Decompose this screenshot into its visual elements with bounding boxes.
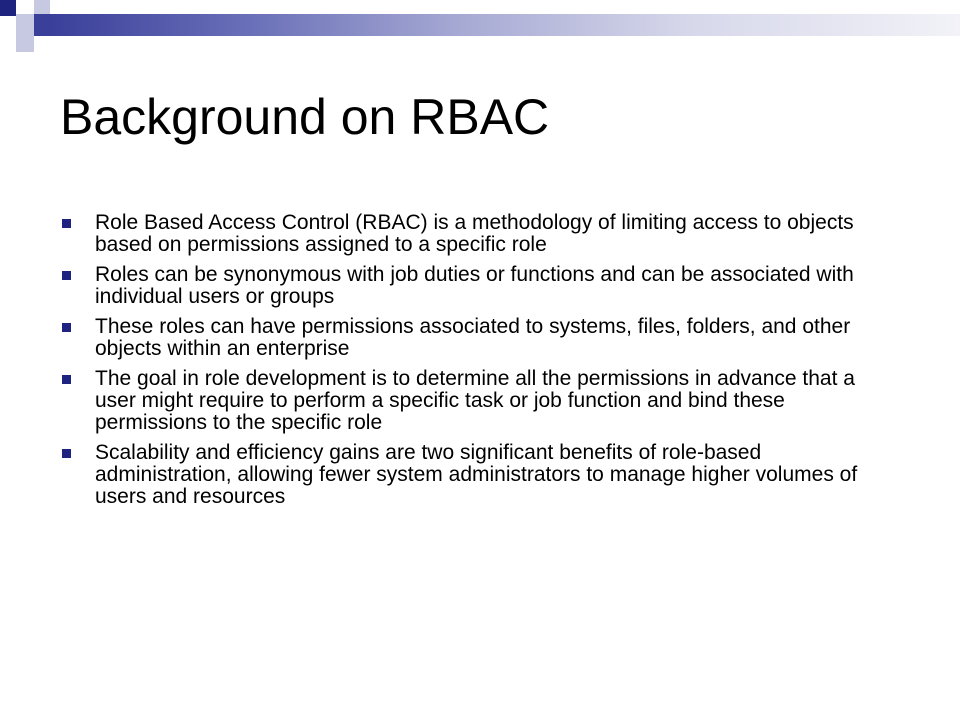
decorative-square (0, 0, 16, 16)
header-gradient-bar (50, 14, 960, 36)
decorative-square (34, 0, 50, 14)
square-bullet-icon (62, 219, 71, 228)
bullet-item (60, 368, 890, 434)
bullet-item (60, 264, 890, 308)
square-bullet-icon (62, 375, 71, 384)
bullet-item (60, 212, 890, 256)
decorative-square (16, 14, 34, 36)
square-bullet-icon (62, 323, 71, 332)
slide-title: Background on RBAC (60, 89, 550, 145)
decorative-square (34, 14, 50, 36)
bullet-item (60, 316, 890, 360)
bullet-list (60, 212, 890, 516)
decorative-square (16, 36, 34, 52)
bullet-text: Role Based Access Control (RBAC) is a methodology of limiting access to objects based on permissions assigned to a specific role (95, 211, 854, 256)
bullet-text: Roles can be synonymous with job duties or functions and can be associated with individual users or groups (95, 263, 854, 308)
square-bullet-icon (62, 449, 71, 458)
square-bullet-icon (62, 271, 71, 280)
bullet-text: The goal in role development is to determine all the permissions in advance that a user might require to perform a specific task or job function and bind these permissions to the specific role (95, 367, 855, 434)
decorative-square (0, 36, 16, 52)
bullet-text: Scalability and efficiency gains are two significant benefits of role-based administration, allowing fewer system administrators to manage higher volumes of users and resources (95, 441, 858, 508)
bullet-item (60, 442, 890, 508)
bullet-text: These roles can have permissions associated to systems, files, folders, and other objects within an enterprise (95, 315, 851, 360)
